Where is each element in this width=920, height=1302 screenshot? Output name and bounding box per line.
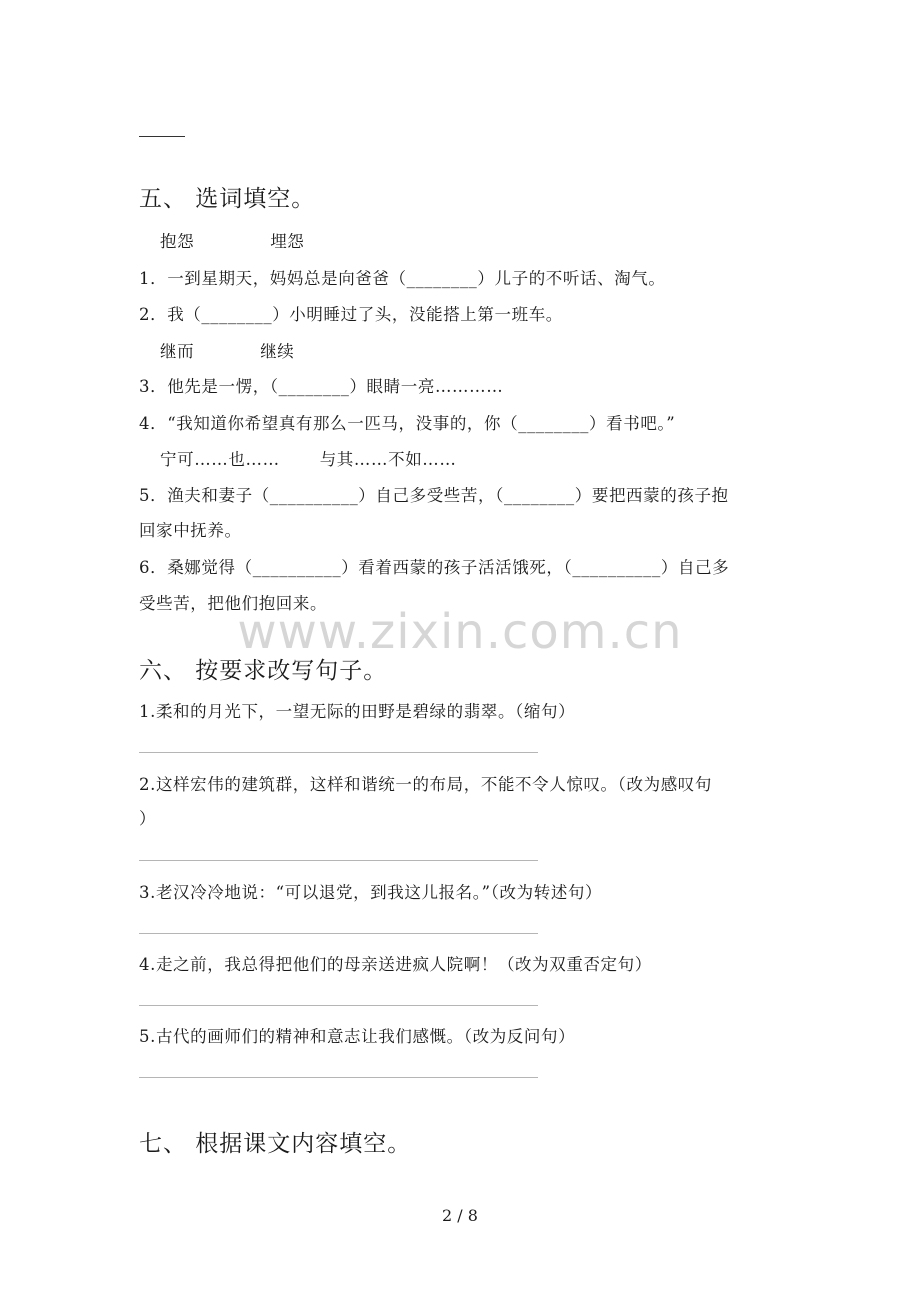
question-item: 2．我（________）小明睡过了头，没能搭上第一班车。 [139,305,563,324]
answer-line[interactable] [139,933,538,934]
question-item: 5．渔夫和妻子（__________）自己多受些苦，（________）要把西蒙的孩子抱 [139,486,729,505]
answer-line[interactable] [139,1005,538,1006]
page-number: 2 / 8 [442,1206,478,1225]
question-item: 2.这样宏伟的建筑群，这样和谐统一的布局，不能不令人惊叹。（改为感叹句 [139,775,712,794]
section-5-heading: 五、 选词填空。 [139,186,316,212]
word-option: 埋怨 [270,232,305,251]
question-item: 4.走之前，我总得把他们的母亲送进疯人院啊！（改为双重否定句） [139,955,652,974]
watermark: www.zixin.com.cn [237,604,683,660]
top-answer-line [139,136,185,137]
question-item: 5.古代的画师们的精神和意志让我们感慨。（改为反问句） [139,1027,576,1046]
question-item-continued: 受些苦，把他们抱回来。 [139,594,328,613]
section-6-heading: 六、 按要求改写句子。 [139,658,388,684]
answer-line[interactable] [139,860,538,861]
question-item: 1．一到星期天，妈妈总是向爸爸（________）儿子的不听话、淘气。 [139,269,666,288]
word-choice-group-1 [160,228,304,252]
question-item-continued: 回家中抚养。 [139,521,242,540]
question-item-continued: ） [139,809,157,828]
word-choice-group-2 [160,338,294,362]
answer-line[interactable] [139,752,538,753]
word-choice-group-3 [160,446,457,470]
answer-line[interactable] [139,1077,538,1078]
word-option: 继续 [260,342,295,361]
question-item: 3．他先是一愣，（________）眼睛一亮………… [139,377,504,396]
question-item: 1.柔和的月光下，一望无际的田野是碧绿的翡翠。（缩句） [139,702,576,721]
word-option: 与其……不如…… [319,450,457,469]
question-item: 3.老汉冷冷地说：“可以退党，到我这儿报名。”（改为转述句） [139,883,603,902]
question-item: 6．桑娜觉得（__________）看着西蒙的孩子活活饿死，（__________）自己多 [139,558,730,577]
word-option: 宁可……也…… [160,450,280,469]
section-7-heading: 七、 根据课文内容填空。 [139,1131,412,1157]
word-option: 继而 [160,342,195,361]
question-item: 4．“我知道你希望真有那么一匹马，没事的，你（________）看书吧。” [139,414,676,433]
word-option: 抱怨 [160,232,195,251]
